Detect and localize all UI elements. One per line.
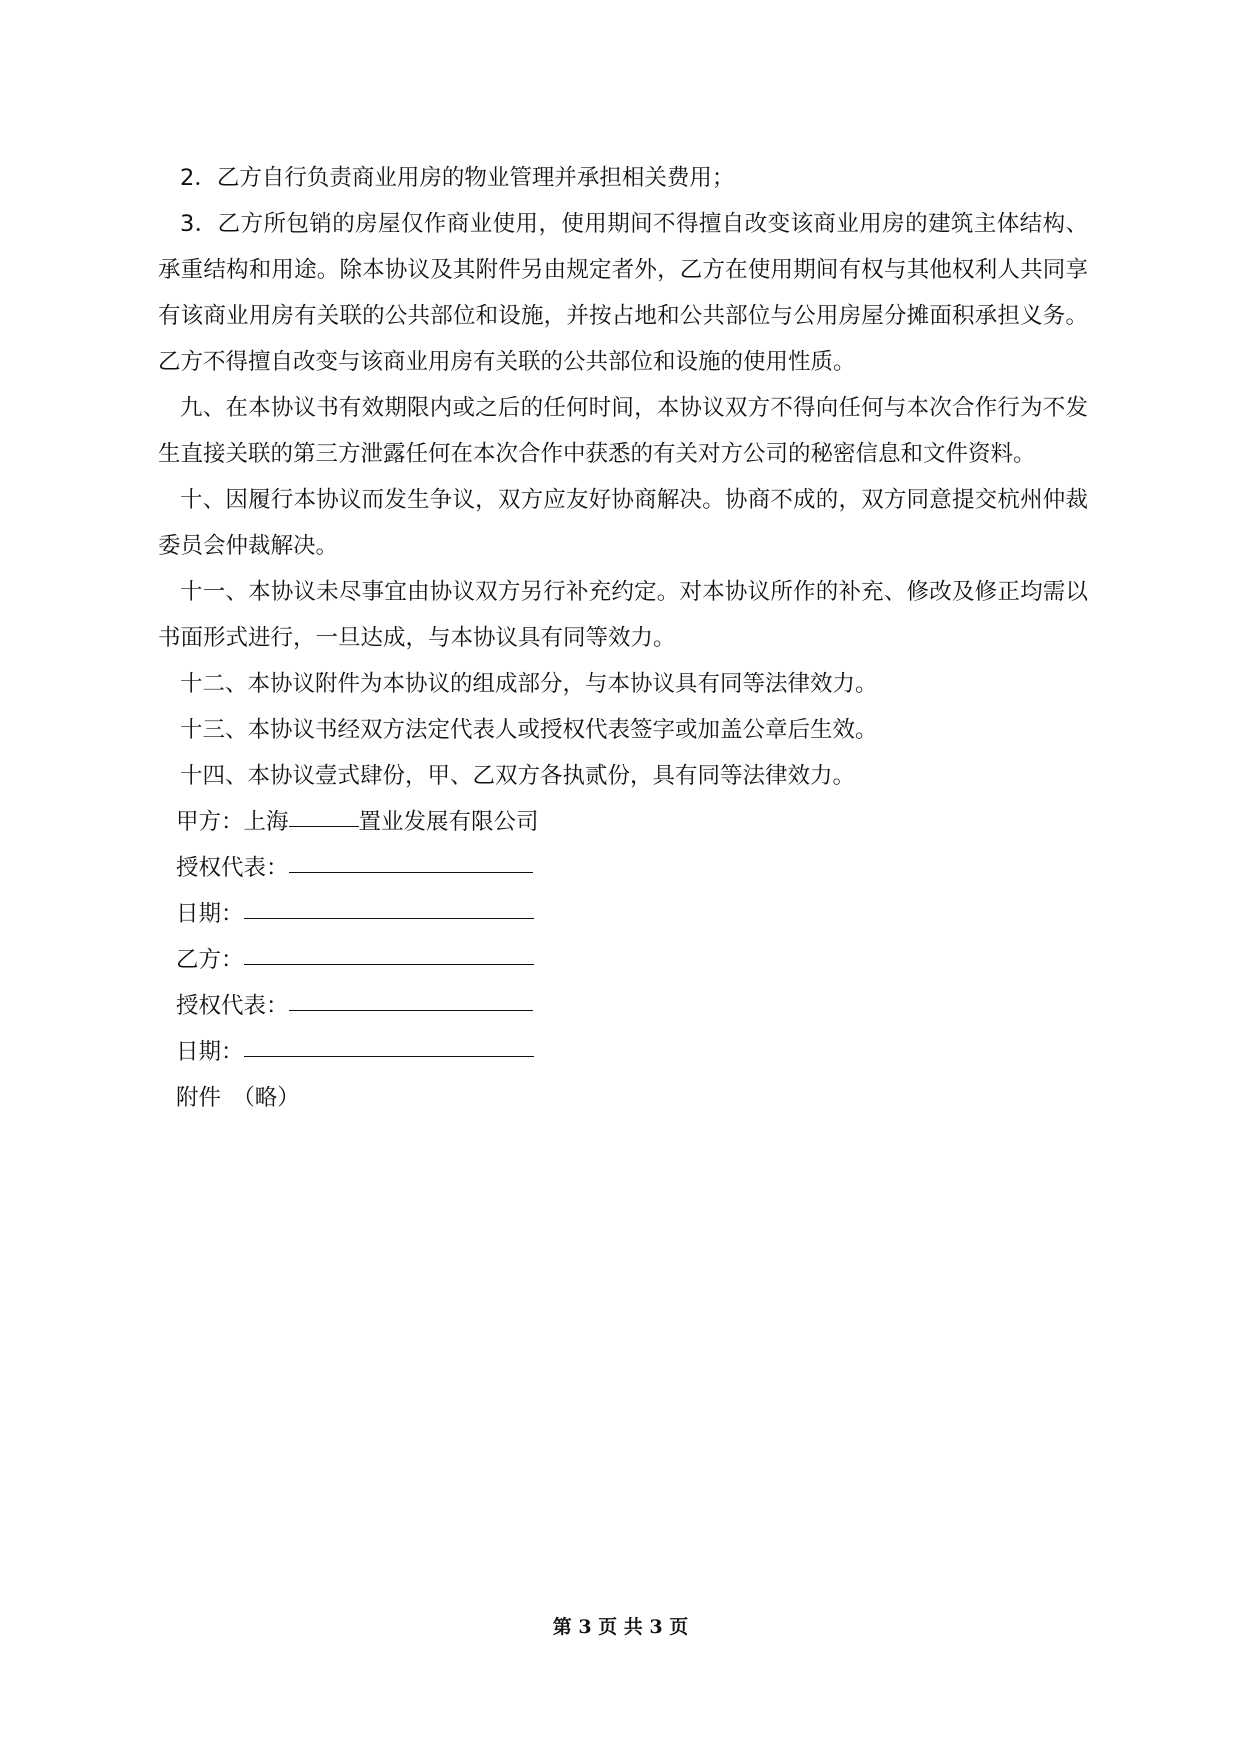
- party-b-rep-blank: [289, 988, 533, 1011]
- party-b-blank: [244, 942, 534, 965]
- paragraph-article-14: 十四、本协议壹式肆份，甲、乙双方各执贰份，具有同等法律效力。: [180, 763, 856, 789]
- paragraph-article-12: 十二、本协议附件为本协议的组成部分，与本协议具有同等法律效力。: [180, 671, 878, 697]
- party-b-label: 乙方：: [176, 947, 244, 973]
- party-b-rep-label: 授权代表：: [176, 993, 289, 1019]
- party-a-date-label: 日期：: [176, 901, 244, 927]
- party-a-prefix: 甲方：上海: [176, 809, 289, 835]
- party-a-line: [176, 799, 1088, 845]
- paragraph-article-11: 十一、本协议未尽事宜由协议双方另行补充约定。对本协议所作的补充、修改及修正均需以书面形式进行，一旦达成，与本协议具有同等效力。: [158, 579, 1088, 651]
- party-a-suffix: 置业发展有限公司: [358, 809, 539, 835]
- attachment-label: 附件 （略）: [176, 1085, 300, 1111]
- paragraph-article-9: 九、在本协议书有效期限内或之后的任何时间，本协议双方不得向任何与本次合作行为不发生直接关联的第三方泄露任何在本次合作中获悉的有关对方公司的秘密信息和文件资料。: [158, 395, 1088, 467]
- party-a-rep-label: 授权代表：: [176, 855, 289, 881]
- paragraph-clause-3: 3．乙方所包销的房屋仅作商业使用，使用期间不得擅自改变该商业用房的建筑主体结构、承重结构和用途。除本协议及其附件另由规定者外，乙方在使用期间有权与其他权利人共同享有该商业用房有关联的公共部位和设施，并按占地和公共部位与公用房屋分摊面积承担义务。乙方不得擅自改变与该商业用房有关联的公共部位和设施的使用性质。: [158, 211, 1088, 375]
- document-body: [158, 155, 1088, 1121]
- party-b-date-label: 日期：: [176, 1039, 244, 1065]
- page-footer: 第 3 页 共 3 页: [552, 1616, 689, 1638]
- paragraph-clause-2: 2．乙方自行负责商业用房的物业管理并承担相关费用；: [180, 165, 735, 191]
- party-b-date-line: [176, 1029, 1088, 1075]
- party-a-rep-blank: [289, 850, 533, 873]
- paragraph-article-10: 十、因履行本协议而发生争议，双方应友好协商解决。协商不成的，双方同意提交杭州仲裁委员会仲裁解决。: [158, 487, 1088, 559]
- party-b-rep-line: [176, 983, 1088, 1029]
- party-a-rep-line: [176, 845, 1088, 891]
- party-b-line: [176, 937, 1088, 983]
- party-a-name-blank: [289, 804, 359, 827]
- party-a-date-line: [176, 891, 1088, 937]
- party-a-date-blank: [244, 896, 534, 919]
- party-b-date-blank: [244, 1034, 534, 1057]
- attachment-line: [176, 1075, 1088, 1121]
- paragraph-article-13: 十三、本协议书经双方法定代表人或授权代表签字或加盖公章后生效。: [180, 717, 878, 743]
